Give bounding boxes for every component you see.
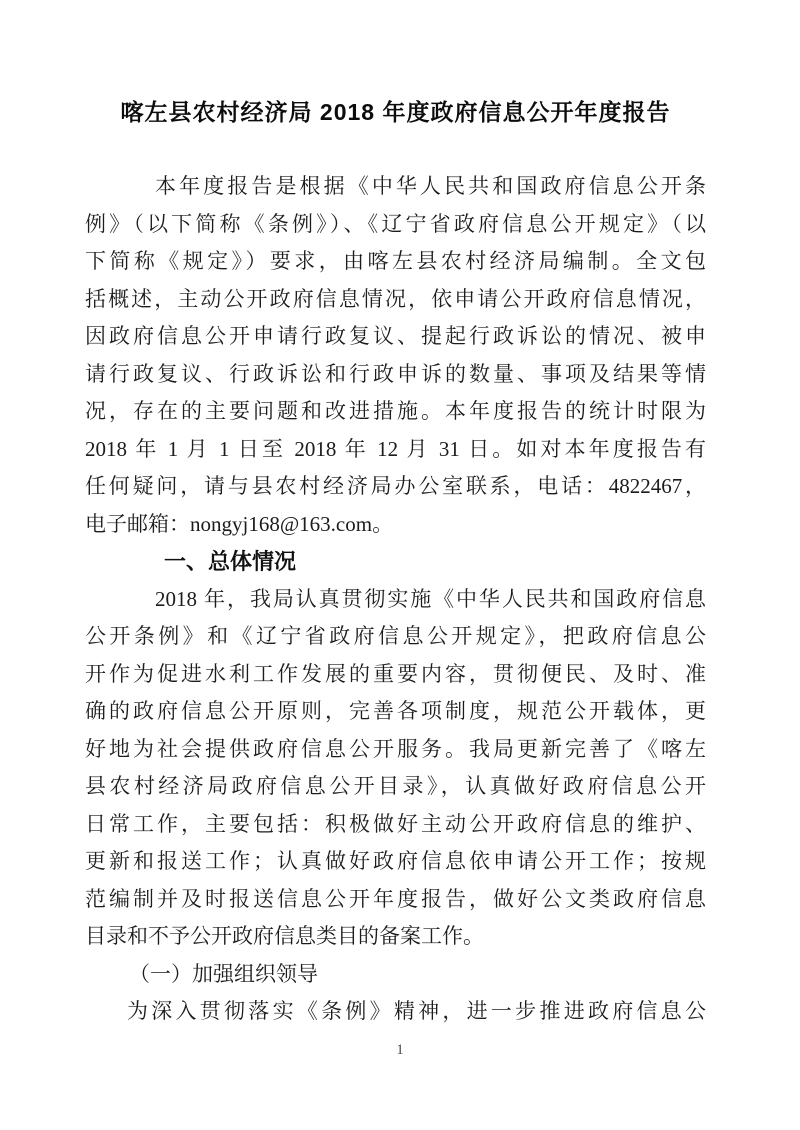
text-line: 2018 年，我局认真贯彻实施《中华人民共和国政府信息 — [155, 586, 706, 611]
paragraph — [85, 993, 706, 1031]
text-line: 况，存在的主要问题和改进措施。本年度报告的统计时限为 — [85, 399, 706, 423]
text-line: 任何疑问，请与县农村经济局办公室联系，电话：4822467， — [85, 474, 706, 498]
text-line: 目录和不予公开政府信息类目的备案工作。 — [85, 924, 484, 948]
text-line: 开作为促进水利工作发展的重要内容，贯彻便民、及时、准 — [85, 661, 706, 686]
text-line: 县农村经济局政府信息公开目录》，认真做好政府信息公开 — [85, 774, 706, 798]
paragraph — [85, 581, 706, 956]
text-line: 为深入贯彻落实《条例》精神，进一步推进政府信息公 — [127, 999, 706, 1023]
document-body — [0, 168, 800, 1031]
text-line: 2018 年 1 月 1 日至 2018 年 12 月 31 日。如对本年度报告有 — [85, 436, 706, 461]
text-line: 因政府信息公开申请行政复议、提起行政诉讼的情况、被申 — [85, 324, 706, 348]
text-line: 公开条例》和《辽宁省政府信息公开规定》，把政府信息公 — [85, 624, 706, 648]
text-line: 更新和报送工作；认真做好政府信息依申请公开工作；按规 — [85, 849, 706, 873]
page-number: 1 — [396, 1042, 404, 1058]
document-title: 喀左县农村经济局 2018 年度政府信息公开年度报告 — [120, 99, 671, 125]
text-line: 电子邮箱：nongyj168@163.com。 — [85, 511, 394, 536]
text-line: 好地为社会提供政府信息公开服务。我局更新完善了《喀左 — [85, 736, 706, 761]
text-line: 本年度报告是根据《中华人民共和国政府信息公开条 — [155, 174, 706, 198]
text-line: 例》（以下简称《条例》）、《辽宁省政府信息公开规定》（以 — [85, 211, 706, 236]
paragraph — [85, 168, 706, 543]
text-line: 括概述，主动公开政府信息情况，依申请公开政府信息情况， — [85, 286, 706, 311]
subsection-heading: （一）加强组织领导 — [129, 961, 318, 986]
text-line: 确的政府信息公开原则，完善各项制度，规范公开载体，更 — [85, 699, 706, 723]
section-heading: 一、总体情况 — [164, 549, 297, 574]
text-line: 请行政复议、行政诉讼和行政申诉的数量、事项及结果等情 — [85, 361, 706, 386]
text-line: 范编制并及时报送信息公开年度报告，做好公文类政府信息 — [85, 886, 706, 911]
text-line: 日常工作，主要包括：积极做好主动公开政府信息的维护、 — [85, 811, 706, 836]
text-line: 下简称《规定》）要求，由喀左县农村经济局编制。全文包 — [85, 249, 706, 273]
